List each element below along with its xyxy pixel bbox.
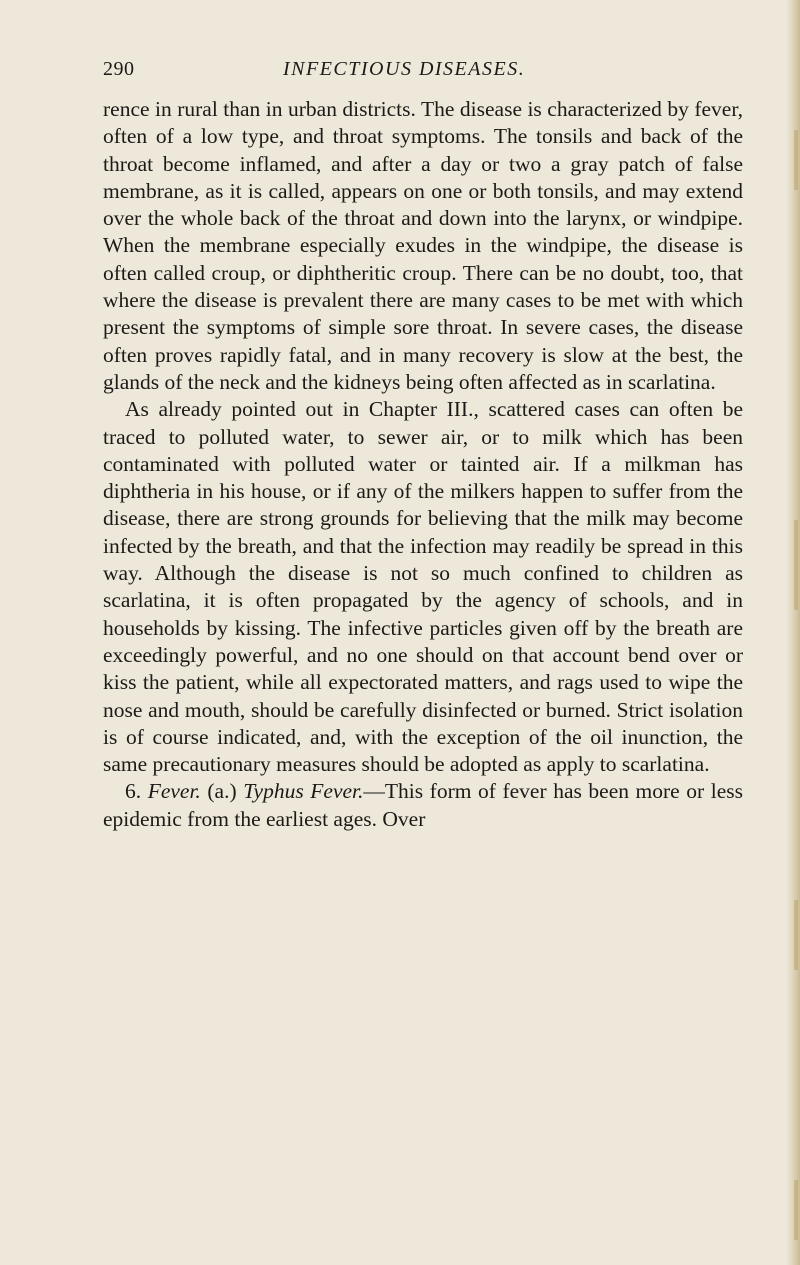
paragraph-1: rence in rural than in urban districts. The disease is characterized by fever, often of a low type, and throat symptoms. The tonsils and back of the throat become inflamed, and after a day or two a gray patch of false membrane, as it is called, appears on one or both tonsils, and may extend over the whole back of the throat and down into the larynx, or windpipe. When the membrane especially exudes in the windpipe, the disease is often called croup, or diphtheritic croup. There can be no doubt, too, that where the disease is prevalent there are many cases to be met with which present the symptoms of simple sore throat. In severe cases, the disease often proves rapidly fatal, and in many recovery is slow at the best, the glands of the neck and the kidneys being often affected as in scarlatina. xyxy=(103,97,743,394)
edge-stain xyxy=(794,900,798,970)
running-head xyxy=(103,58,743,88)
paragraph-3 xyxy=(103,778,743,833)
page-edge-shadow xyxy=(786,0,800,1265)
section-number: 6. xyxy=(125,779,142,804)
subsection-marker: (a.) xyxy=(207,779,237,804)
edge-stain xyxy=(794,1180,798,1240)
body-text xyxy=(103,96,743,833)
running-title: INFECTIOUS DISEASES. xyxy=(283,58,526,80)
edge-stain xyxy=(794,520,798,610)
paragraph-3-text: —This form of fever has been more or less epidemic from the earliest ages. Over xyxy=(103,779,743,831)
edge-stain xyxy=(794,130,798,190)
page-number: 290 xyxy=(103,58,135,80)
section-heading: Fever. xyxy=(147,779,201,804)
paragraph-2: As already pointed out in Chapter III., scattered cases can often be traced to polluted water, to sewer air, or to milk which has been contaminated with polluted water or tainted air. If a milkman has diphtheria in his house, or if any of the milkers happen to suffer from the disease, there are strong grounds for believing that the milk may become infected by the breath, and that the infection may readily be spread in this way. Although the disease is not so much confined to children as scarlatina, it is often propagated by the agency of schools, and in households by kissing. The infective particles given off by the breath are exceedingly powerful, and no one should on that account bend over or kiss the patient, while all expectorated matters, and rags used to wipe the nose and mouth, should be carefully disinfected or burned. Strict isolation is of course indicated, and, with the exception of the oil inunction, the same precautionary measures should be adopted as apply to scarlatina. xyxy=(103,397,743,777)
subsection-heading: Typhus Fever. xyxy=(243,779,364,804)
